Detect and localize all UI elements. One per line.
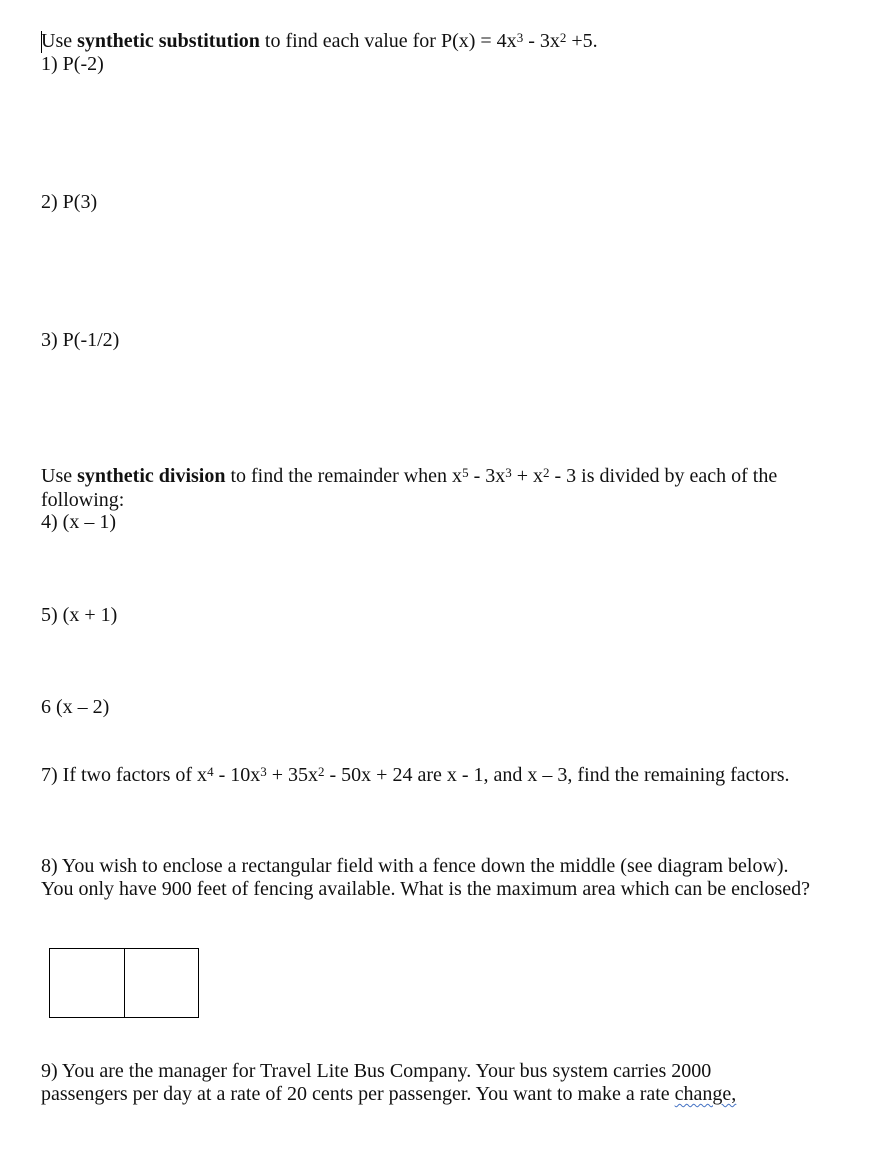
grammar-flag-word: change, xyxy=(674,1083,737,1105)
section2-instructions xyxy=(41,465,821,512)
problem-text: + 35x xyxy=(266,764,319,786)
problem-text: - 50x + 24 are x - 1, and x – 3, find the remaining factors. xyxy=(324,764,790,786)
instruction-text: to find the remainder when x xyxy=(225,465,463,487)
exponent: 3 xyxy=(260,764,267,779)
problem-8: 8) You wish to enclose a rectangular field with a fence down the middle (see diagram below). You only have 900 feet of fencing available. What is the maximum area which can be enclosed? xyxy=(41,855,811,900)
exponent: 4 xyxy=(207,764,214,779)
instruction-text: + x xyxy=(511,465,544,487)
problem-3: 3) P(-1/2) xyxy=(41,329,120,351)
instruction-text: to find each value for P(x) = 4x xyxy=(259,30,517,52)
instruction-text: Use xyxy=(41,465,78,487)
problem-text: - 10x xyxy=(213,764,261,786)
instruction-text: - 3 is divided by each of the following: xyxy=(41,465,778,511)
instruction-bold: synthetic division xyxy=(77,465,226,487)
problem-2: 2) P(3) xyxy=(41,191,98,213)
problem-6: 6 (x – 2) xyxy=(41,696,110,718)
exponent: 3 xyxy=(505,465,512,480)
problem-5: 5) (x + 1) xyxy=(41,604,118,626)
instruction-text: Use xyxy=(41,30,78,52)
problem-1: 1) P(-2) xyxy=(41,53,104,75)
fenced-field-diagram xyxy=(49,948,199,1018)
problem-7 xyxy=(41,764,801,788)
problem-9-line-1: 9) You are the manager for Travel Lite Bus Company. Your bus system carries 2000 xyxy=(41,1060,712,1082)
fence-divider xyxy=(124,949,125,1017)
problem-text: 7) If two factors of x xyxy=(41,764,208,786)
problem-4: 4) (x – 1) xyxy=(41,511,116,533)
exponent: 2 xyxy=(543,465,550,480)
instruction-text: - 3x xyxy=(468,465,506,487)
instruction-text: +5. xyxy=(566,30,598,52)
instruction-text: - 3x xyxy=(523,30,560,52)
exponent: 2 xyxy=(559,30,567,45)
instruction-bold: synthetic substitution xyxy=(77,30,260,52)
exponent: 3 xyxy=(516,30,524,45)
exponent: 5 xyxy=(462,465,469,480)
exponent: 2 xyxy=(318,764,325,779)
section1-instructions xyxy=(41,30,598,54)
problem-text: passengers per day at a rate of 20 cents per passenger. You want to make a rate xyxy=(41,1083,675,1105)
problem-9-line-2 xyxy=(41,1083,736,1106)
